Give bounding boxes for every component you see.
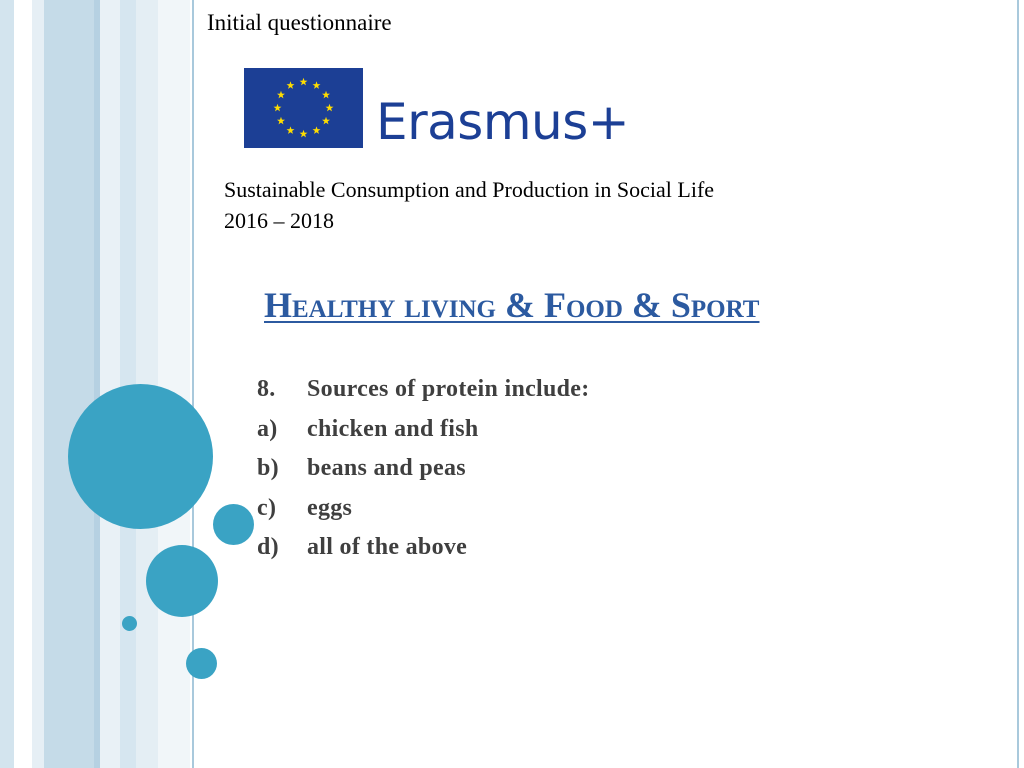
option-marker: d) xyxy=(257,534,279,560)
slide-heading: Healthy living & Food & Sport xyxy=(264,285,760,325)
project-info xyxy=(224,174,714,236)
option-text: eggs xyxy=(307,494,353,521)
decorative-circle xyxy=(68,384,213,529)
erasmus-logo-wordmark: Erasmus+ xyxy=(376,93,630,151)
star-icon xyxy=(322,91,330,99)
star-icon xyxy=(313,81,321,89)
answer-option-a xyxy=(257,410,590,450)
star-icon xyxy=(300,130,308,138)
decorative-stripe xyxy=(32,0,44,768)
question-number: 8. xyxy=(257,376,276,402)
option-marker: b) xyxy=(257,455,279,481)
star-icon xyxy=(300,78,308,86)
decorative-circle xyxy=(122,616,137,631)
star-icon xyxy=(277,91,285,99)
option-text: beans and peas xyxy=(307,455,466,481)
project-title: Sustainable Consumption and Production in Social Life xyxy=(224,177,715,202)
star-icon xyxy=(326,104,334,112)
option-text: all of the above xyxy=(307,534,468,560)
star-icon xyxy=(322,117,330,125)
answer-option-c xyxy=(257,489,590,529)
star-icon xyxy=(277,117,285,125)
decorative-circle xyxy=(213,504,254,545)
star-icon xyxy=(287,126,295,134)
star-icon xyxy=(287,81,295,89)
star-icon xyxy=(274,104,282,112)
option-marker: a) xyxy=(257,415,278,442)
decorative-circle xyxy=(146,545,218,617)
decorative-stripe xyxy=(158,0,190,768)
decorative-stripe xyxy=(14,0,32,768)
question-text: Sources of protein include: xyxy=(307,376,590,402)
answer-option-b xyxy=(257,449,590,489)
eu-flag-icon xyxy=(244,68,363,148)
answer-option-d xyxy=(257,528,590,568)
question-block xyxy=(257,370,590,568)
option-text: chicken and fish xyxy=(307,415,479,442)
decorative-stripe xyxy=(100,0,120,768)
divider-line xyxy=(1017,0,1019,768)
decorative-circle xyxy=(186,648,217,679)
project-years: 2016 – 2018 xyxy=(224,208,334,233)
question-stem xyxy=(257,370,590,410)
decorative-stripe xyxy=(44,0,94,768)
option-marker: c) xyxy=(257,494,277,521)
decorative-stripe xyxy=(0,0,14,768)
questionnaire-label: Initial questionnaire xyxy=(207,10,392,35)
star-icon xyxy=(313,126,321,134)
